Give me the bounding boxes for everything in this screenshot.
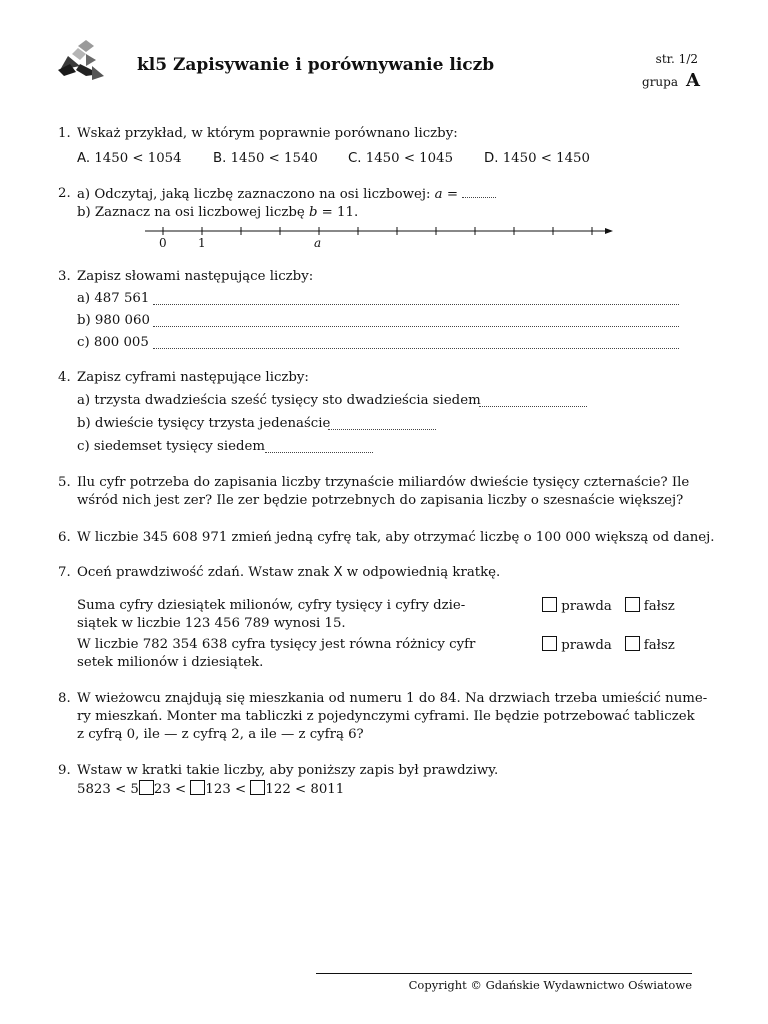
question-2-number: 2. — [58, 186, 71, 201]
q7-statement-2-line-1: W liczbie 782 354 638 cyfra tysięcy jest równa różnicy cyfr — [77, 637, 476, 652]
question-7-text: Oceń prawdziwość zdań. Wstaw znak X w odpowiednią kratkę. — [77, 565, 501, 580]
question-1-text: Wskaż przykład, w którym poprawnie porównano liczby: — [77, 126, 458, 141]
question-8-line-1: W wieżowcu znajdują się mieszkania od numeru 1 do 84. Na drzwiach trzeba umieścić nume- — [77, 691, 708, 706]
page-title: kl5 Zapisywanie i porównywanie liczb — [137, 55, 495, 75]
footer-copyright: Copyright © Gdańskie Wydawnictwo Oświatowe — [408, 978, 692, 992]
question-9-text: Wstaw w kratki takie liczby, aby poniższy zapis był prawdziwy. — [77, 763, 499, 778]
question-3-number: 3. — [58, 269, 71, 284]
question-5-line-1: Ilu cyfr potrzeba do zapisania liczby trzynaście miliardów dwieście tysięcy czternaście? Ile — [77, 475, 690, 490]
question-7-number: 7. — [58, 565, 71, 580]
question-1-number: 1. — [58, 126, 71, 141]
q3-item-b: b) 980 060 — [77, 313, 150, 328]
footer-divider — [316, 973, 692, 974]
answer-field-3b[interactable] — [153, 314, 679, 327]
q3-item-a: a) 487 561 — [77, 291, 150, 306]
answer-field-2a[interactable] — [462, 185, 496, 198]
q3-item-c: c) 800 005 — [77, 335, 149, 350]
question-2a-text: a) Odczytaj, jaką liczbę zaznaczono na osi liczbowej: a = — [77, 185, 496, 204]
q1-option-c: C. 1450 < 1045 — [348, 151, 454, 166]
answer-field-4b[interactable] — [328, 417, 436, 430]
true-label: prawda — [561, 638, 612, 653]
question-4-text: Zapisz cyframi następujące liczby: — [77, 370, 309, 385]
answer-field-3c[interactable] — [153, 336, 679, 349]
q7-statement-1-options — [542, 597, 675, 616]
answer-field-3a[interactable] — [153, 292, 679, 305]
true-label: prawda — [561, 599, 612, 614]
q1-option-b: B. 1450 < 1540 — [213, 151, 318, 166]
question-5-line-2: wśród nich jest zer? Ile zer będzie potrzebnych do zapisania liczby o szesnaście większej? — [77, 493, 684, 508]
false-label: fałsz — [643, 638, 675, 653]
q7-statement-1-line-1: Suma cyfry dziesiątek milionów, cyfry tysięcy i cyfry dzie- — [77, 598, 466, 613]
publisher-logo — [56, 40, 108, 82]
q4-item-a: a) trzysta dwadzieścia sześć tysięcy sto dwadzieścia siedem — [77, 393, 481, 408]
question-6-text: W liczbie 345 608 971 zmień jedną cyfrę tak, aby otrzymać liczbę o 100 000 większą od danej. — [77, 530, 715, 545]
q4-item-b: b) dwieście tysięcy trzysta jedenaście — [77, 416, 331, 431]
question-8-line-2: ry mieszkań. Monter ma tabliczki z pojedynczymi cyframi. Ile będzie potrzebować tabliczek — [77, 709, 695, 724]
q7-s1-true-checkbox[interactable] — [542, 597, 557, 612]
question-8-line-3: z cyfrą 0, ile — z cyfrą 2, a ile — z cyfrą 6? — [77, 727, 364, 742]
answer-field-4c[interactable] — [265, 440, 373, 453]
question-6-number: 6. — [58, 530, 71, 545]
q9-box-2[interactable] — [190, 780, 205, 795]
q7-s2-false-checkbox[interactable] — [625, 636, 640, 651]
question-2b-text: b) Zaznacz na osi liczbowej liczbę b = 11. — [77, 205, 359, 220]
question-8-number: 8. — [58, 691, 71, 706]
q7-statement-2-line-2: setek milionów i dziesiątek. — [77, 655, 264, 670]
false-label: fałsz — [643, 599, 675, 614]
axis-label-1: 1 — [198, 236, 206, 250]
q7-statement-2-options — [542, 636, 675, 655]
axis-point-a: a — [314, 236, 322, 250]
question-9-number: 9. — [58, 763, 71, 778]
question-9-expression: 5823 < 5 23 < 123 < 122 < 8011 — [77, 782, 345, 797]
q9-box-1[interactable] — [139, 780, 154, 795]
group-label: grupa — [642, 75, 678, 89]
question-4-number: 4. — [58, 370, 71, 385]
q1-option-d: D. 1450 < 1450 — [484, 151, 590, 166]
q1-option-a: A. 1450 < 1054 — [77, 151, 182, 166]
axis-label-0: 0 — [159, 236, 167, 250]
answer-field-4a[interactable] — [479, 394, 587, 407]
group-value: A — [686, 70, 700, 91]
q7-s2-true-checkbox[interactable] — [542, 636, 557, 651]
number-line[interactable] — [145, 222, 615, 242]
q4-item-c: c) siedemset tysięcy siedem — [77, 439, 265, 454]
q9-box-3[interactable] — [250, 780, 265, 795]
question-5-number: 5. — [58, 475, 71, 490]
page-number: str. 1/2 — [655, 52, 698, 66]
question-3-text: Zapisz słowami następujące liczby: — [77, 269, 314, 284]
q7-statement-1-line-2: siątek w liczbie 123 456 789 wynosi 15. — [77, 616, 346, 631]
q7-s1-false-checkbox[interactable] — [625, 597, 640, 612]
